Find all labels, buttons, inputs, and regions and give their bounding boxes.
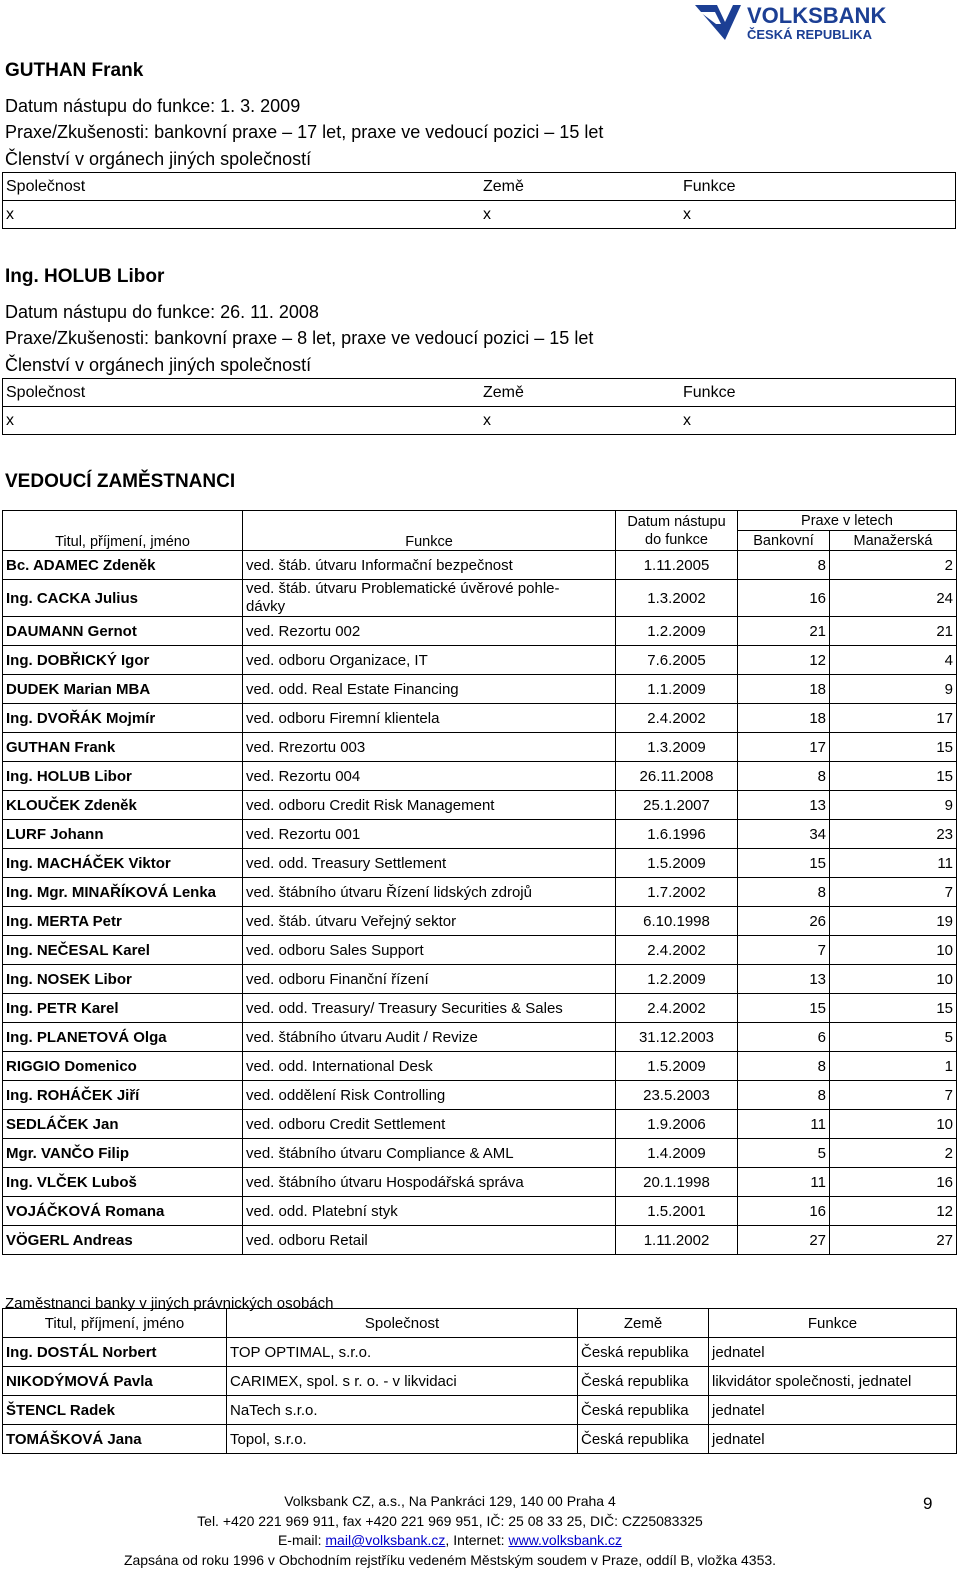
- header-company: Společnost: [3, 173, 481, 201]
- manager-name: KLOUČEK Zdeněk: [3, 791, 243, 820]
- manager-bank-years: 11: [738, 1168, 830, 1197]
- other-companies-title: Zaměstnanci banky v jiných právnických osobách: [5, 1295, 334, 1312]
- manager-mgmt-years: 19: [830, 907, 957, 936]
- manager-mgmt-years: 21: [830, 617, 957, 646]
- table-row: [3, 1338, 957, 1367]
- manager-function: ved. odd. International Desk: [243, 1052, 616, 1081]
- manager-date: 26.11.2008: [616, 762, 738, 791]
- manager-function: ved. odd. Treasury Settlement: [243, 849, 616, 878]
- employee-name: TOMÁŠKOVÁ Jana: [3, 1425, 227, 1454]
- manager-date: 2.4.2002: [616, 994, 738, 1023]
- manager-name: Ing. ROHÁČEK Jiří: [3, 1081, 243, 1110]
- manager-name: Ing. DOBŘICKÝ Igor: [3, 646, 243, 675]
- membership-header-row: [3, 173, 956, 201]
- membership-table: [2, 172, 956, 229]
- table-row: [3, 994, 957, 1023]
- manager-bank-years: 8: [738, 551, 830, 580]
- table-row: [3, 936, 957, 965]
- manager-name: Ing. CACKA Julius: [3, 580, 243, 617]
- table-row: [3, 580, 957, 617]
- manager-name: DAUMANN Gernot: [3, 617, 243, 646]
- table-row: [3, 1197, 957, 1226]
- manager-date: 1.1.2009: [616, 675, 738, 704]
- table-row: [3, 965, 957, 994]
- header-name: Titul, příjmení, jméno: [3, 1309, 227, 1338]
- header-mgmt: Manažerská: [830, 531, 957, 551]
- manager-date: 25.1.2007: [616, 791, 738, 820]
- membership-table: [2, 378, 956, 435]
- manager-name: Ing. MACHÁČEK Viktor: [3, 849, 243, 878]
- manager-function: ved. odboru Sales Support: [243, 936, 616, 965]
- cell-country: x: [480, 201, 680, 229]
- company-name: CARIMEX, spol. s r. o. - v likvidaci: [227, 1367, 578, 1396]
- manager-bank-years: 15: [738, 849, 830, 878]
- manager-mgmt-years: 10: [830, 936, 957, 965]
- manager-date: 6.10.1998: [616, 907, 738, 936]
- table-row: [3, 1226, 957, 1255]
- footer: [0, 1492, 900, 1570]
- manager-bank-years: 13: [738, 965, 830, 994]
- footer-registry: Zapsána od roku 1996 v Obchodním rejstříku vedeném Městským soudem v Praze, oddíl B, vložka 4353.: [123, 1551, 777, 1568]
- manager-date: 1.2.2009: [616, 965, 738, 994]
- manager-name: Ing. HOLUB Libor: [3, 762, 243, 791]
- manager-bank-years: 13: [738, 791, 830, 820]
- footer-contact: Tel. +420 221 969 911, fax +420 221 969 951, IČ: 25 08 33 25, DIČ: CZ25083325: [197, 1512, 703, 1529]
- manager-function: ved. odd. Platební styk: [243, 1197, 616, 1226]
- manager-name: Ing. DVOŘÁK Mojmír: [3, 704, 243, 733]
- membership-header-row: [3, 379, 956, 407]
- manager-function: ved. štábního útvaru Hospodářská správa: [243, 1168, 616, 1197]
- table-row: [3, 1139, 957, 1168]
- person-membership: Členství v orgánech jiných společností: [5, 355, 312, 375]
- function: jednatel: [709, 1338, 957, 1367]
- manager-mgmt-years: 17: [830, 704, 957, 733]
- employee-name: NIKODÝMOVÁ Pavla: [3, 1367, 227, 1396]
- logo-sub: ČESKÁ REPUBLIKA: [747, 27, 872, 42]
- table-row: [3, 617, 957, 646]
- function: jednatel: [709, 1425, 957, 1454]
- manager-mgmt-years: 24: [830, 580, 957, 617]
- manager-name: VOJÁČKOVÁ Romana: [3, 1197, 243, 1226]
- manager-function: ved. štáb. útvaru Veřejný sektor: [243, 907, 616, 936]
- cell-country: x: [480, 407, 680, 435]
- volksbank-logo-icon: [695, 2, 930, 42]
- manager-function: ved. štáb. útvaru Informační bezpečnost: [243, 551, 616, 580]
- manager-date: 1.9.2006: [616, 1110, 738, 1139]
- manager-bank-years: 18: [738, 675, 830, 704]
- manager-date: 1.6.1996: [616, 820, 738, 849]
- manager-mgmt-years: 2: [830, 1139, 957, 1168]
- manager-bank-years: 34: [738, 820, 830, 849]
- table-row: [3, 551, 957, 580]
- manager-date: 1.5.2009: [616, 849, 738, 878]
- manager-mgmt-years: 23: [830, 820, 957, 849]
- table-row: [3, 1367, 957, 1396]
- header-function: Funkce: [680, 379, 956, 407]
- manager-name: Ing. PETR Karel: [3, 994, 243, 1023]
- table-row: [3, 1425, 957, 1454]
- manager-name: Ing. NOSEK Libor: [3, 965, 243, 994]
- manager-bank-years: 8: [738, 1081, 830, 1110]
- manager-name: Ing. Mgr. MINAŘÍKOVÁ Lenka: [3, 878, 243, 907]
- employee-name: ŠTENCL Radek: [3, 1396, 227, 1425]
- membership-row: [3, 407, 956, 435]
- country: Česká republika: [578, 1396, 709, 1425]
- manager-date: 1.3.2002: [616, 580, 738, 617]
- table-row: [3, 704, 957, 733]
- manager-function: ved. odboru Firemní klientela: [243, 704, 616, 733]
- manager-bank-years: 12: [738, 646, 830, 675]
- manager-function: ved. odboru Credit Settlement: [243, 1110, 616, 1139]
- table-row: [3, 1396, 957, 1425]
- manager-date: 1.4.2009: [616, 1139, 738, 1168]
- manager-bank-years: 21: [738, 617, 830, 646]
- manager-function-l1: ved. štáb. útvaru Problematické úvěrové pohle-: [246, 580, 560, 597]
- header-company: Společnost: [227, 1309, 578, 1338]
- person-practice: Praxe/Zkušenosti: bankovní praxe – 17 let, praxe ve vedoucí pozici – 15 let: [5, 122, 604, 142]
- manager-bank-years: 18: [738, 704, 830, 733]
- manager-date: 1.11.2002: [616, 1226, 738, 1255]
- manager-mgmt-years: 2: [830, 551, 957, 580]
- manager-mgmt-years: 1: [830, 1052, 957, 1081]
- manager-mgmt-years: 15: [830, 733, 957, 762]
- person-membership: Členství v orgánech jiných společností: [5, 149, 312, 169]
- manager-name: Ing. VLČEK Luboš: [3, 1168, 243, 1197]
- table-row: [3, 733, 957, 762]
- manager-name: Ing. MERTA Petr: [3, 907, 243, 936]
- header-date: [616, 511, 738, 551]
- table-row: [3, 791, 957, 820]
- manager-bank-years: 17: [738, 733, 830, 762]
- manager-name: Bc. ADAMEC Zdeněk: [3, 551, 243, 580]
- manager-date: 23.5.2003: [616, 1081, 738, 1110]
- person-name: GUTHAN Frank: [5, 60, 144, 81]
- manager-name: DUDEK Marian MBA: [3, 675, 243, 704]
- managers-table: [2, 510, 957, 1255]
- manager-mgmt-years: 9: [830, 791, 957, 820]
- manager-mgmt-years: 10: [830, 965, 957, 994]
- table-row: [3, 675, 957, 704]
- manager-name: Mgr. VANČO Filip: [3, 1139, 243, 1168]
- manager-date: 1.2.2009: [616, 617, 738, 646]
- manager-function: ved. štábního útvaru Audit / Revize: [243, 1023, 616, 1052]
- person-practice: Praxe/Zkušenosti: bankovní praxe – 8 let, praxe ve vedoucí pozici – 15 let: [5, 328, 594, 348]
- footer-web-link[interactable]: www.volksbank.cz: [508, 1532, 623, 1548]
- employee-name: Ing. DOSTÁL Norbert: [3, 1338, 227, 1367]
- manager-function: ved. štábního útvaru Compliance & AML: [243, 1139, 616, 1168]
- manager-function: ved. odboru Finanční řízení: [243, 965, 616, 994]
- manager-bank-years: 11: [738, 1110, 830, 1139]
- person-name: Ing. HOLUB Libor: [5, 266, 165, 287]
- manager-mgmt-years: 11: [830, 849, 957, 878]
- section-title: VEDOUCÍ ZAMĚSTNANCI: [5, 471, 236, 492]
- country: Česká republika: [578, 1367, 709, 1396]
- manager-function: ved. štábního útvaru Řízení lidských zdrojů: [243, 878, 616, 907]
- header-country: Země: [578, 1309, 709, 1338]
- manager-name: SEDLÁČEK Jan: [3, 1110, 243, 1139]
- footer-internet-label: , Internet:: [445, 1532, 509, 1548]
- country: Česká republika: [578, 1425, 709, 1454]
- manager-date: 1.5.2009: [616, 1052, 738, 1081]
- manager-mgmt-years: 12: [830, 1197, 957, 1226]
- manager-bank-years: 27: [738, 1226, 830, 1255]
- manager-mgmt-years: 9: [830, 675, 957, 704]
- manager-mgmt-years: 7: [830, 878, 957, 907]
- manager-bank-years: 6: [738, 1023, 830, 1052]
- person-start-date: Datum nástupu do funkce: 1. 3. 2009: [5, 96, 301, 116]
- manager-date: 1.7.2002: [616, 878, 738, 907]
- manager-bank-years: 7: [738, 936, 830, 965]
- manager-mgmt-years: 15: [830, 994, 957, 1023]
- manager-name: GUTHAN Frank: [3, 733, 243, 762]
- footer-links: [0, 1531, 900, 1551]
- company-name: Topol, s.r.o.: [227, 1425, 578, 1454]
- manager-mgmt-years: 10: [830, 1110, 957, 1139]
- manager-function: ved. Rezortu 002: [243, 617, 616, 646]
- manager-date: 7.6.2005: [616, 646, 738, 675]
- manager-bank-years: 8: [738, 1052, 830, 1081]
- volksbank-logo: [695, 2, 930, 42]
- footer-address: Volksbank CZ, a.s., Na Pankráci 129, 140 00 Praha 4: [284, 1493, 616, 1509]
- manager-function: ved. odboru Credit Risk Management: [243, 791, 616, 820]
- person-start-date: Datum nástupu do funkce: 26. 11. 2008: [5, 302, 319, 322]
- manager-name: Ing. NEČESAL Karel: [3, 936, 243, 965]
- country: Česká republika: [578, 1338, 709, 1367]
- manager-function: ved. odd. Real Estate Financing: [243, 675, 616, 704]
- manager-function: ved. odd. Treasury/ Treasury Securities & Sales: [243, 994, 616, 1023]
- manager-mgmt-years: 16: [830, 1168, 957, 1197]
- membership-row: [3, 201, 956, 229]
- header-function: Funkce: [243, 511, 616, 551]
- manager-function: ved. Rrezortu 003: [243, 733, 616, 762]
- header-name: Titul, příjmení, jméno: [3, 511, 243, 551]
- table-row: [3, 820, 957, 849]
- manager-date: 2.4.2002: [616, 704, 738, 733]
- manager-date: 1.5.2001: [616, 1197, 738, 1226]
- manager-name: LURF Johann: [3, 820, 243, 849]
- cell-function: x: [680, 201, 956, 229]
- manager-name: VÖGERL Andreas: [3, 1226, 243, 1255]
- header-country: Země: [480, 379, 680, 407]
- cell-company: x: [3, 201, 481, 229]
- manager-mgmt-years: 4: [830, 646, 957, 675]
- table-row: [3, 1168, 957, 1197]
- manager-bank-years: 15: [738, 994, 830, 1023]
- manager-name: Ing. PLANETOVÁ Olga: [3, 1023, 243, 1052]
- page-number: 9: [923, 1494, 933, 1513]
- header-function: Funkce: [680, 173, 956, 201]
- manager-name: RIGGIO Domenico: [3, 1052, 243, 1081]
- manager-bank-years: 16: [738, 580, 830, 617]
- table-row: [3, 1052, 957, 1081]
- manager-mgmt-years: 15: [830, 762, 957, 791]
- header-bank: Bankovní: [738, 531, 830, 551]
- header-practice: Praxe v letech: [738, 511, 957, 531]
- manager-bank-years: 5: [738, 1139, 830, 1168]
- header-function: Funkce: [709, 1309, 957, 1338]
- table-row: [3, 907, 957, 936]
- manager-function: ved. Rezortu 004: [243, 762, 616, 791]
- manager-date: 20.1.1998: [616, 1168, 738, 1197]
- table-row: [3, 849, 957, 878]
- function: likvidátor společnosti, jednatel: [709, 1367, 957, 1396]
- manager-date: 1.11.2005: [616, 551, 738, 580]
- manager-function: ved. odboru Retail: [243, 1226, 616, 1255]
- manager-function: ved. odboru Organizace, IT: [243, 646, 616, 675]
- cell-function: x: [680, 407, 956, 435]
- table-row: [3, 1081, 957, 1110]
- footer-email-link[interactable]: mail@volksbank.cz: [325, 1532, 446, 1548]
- header-country: Země: [480, 173, 680, 201]
- manager-date: 2.4.2002: [616, 936, 738, 965]
- table-row: [3, 646, 957, 675]
- header-date-l1: Datum nástupu: [627, 513, 726, 530]
- manager-function: [243, 580, 616, 617]
- table-row: [3, 1023, 957, 1052]
- manager-mgmt-years: 27: [830, 1226, 957, 1255]
- cell-company: x: [3, 407, 481, 435]
- table-row: [3, 762, 957, 791]
- manager-mgmt-years: 7: [830, 1081, 957, 1110]
- manager-bank-years: 26: [738, 907, 830, 936]
- logo-brand: VOLKSBANK: [747, 3, 887, 28]
- table-row: [3, 878, 957, 907]
- company-name: NaTech s.r.o.: [227, 1396, 578, 1425]
- manager-function-l2: dávky: [246, 598, 286, 615]
- header-date-l2: do funkce: [645, 531, 708, 548]
- manager-bank-years: 8: [738, 878, 830, 907]
- manager-date: 1.3.2009: [616, 733, 738, 762]
- manager-mgmt-years: 5: [830, 1023, 957, 1052]
- manager-date: 31.12.2003: [616, 1023, 738, 1052]
- function: jednatel: [709, 1396, 957, 1425]
- manager-function: ved. oddělení Risk Controlling: [243, 1081, 616, 1110]
- header-company: Společnost: [3, 379, 481, 407]
- table-row: [3, 1110, 957, 1139]
- manager-bank-years: 16: [738, 1197, 830, 1226]
- manager-bank-years: 8: [738, 762, 830, 791]
- manager-function: ved. Rezortu 001: [243, 820, 616, 849]
- other-companies-table: [2, 1308, 957, 1454]
- footer-email-label: E-mail:: [277, 1532, 326, 1548]
- company-name: TOP OPTIMAL, s.r.o.: [227, 1338, 578, 1367]
